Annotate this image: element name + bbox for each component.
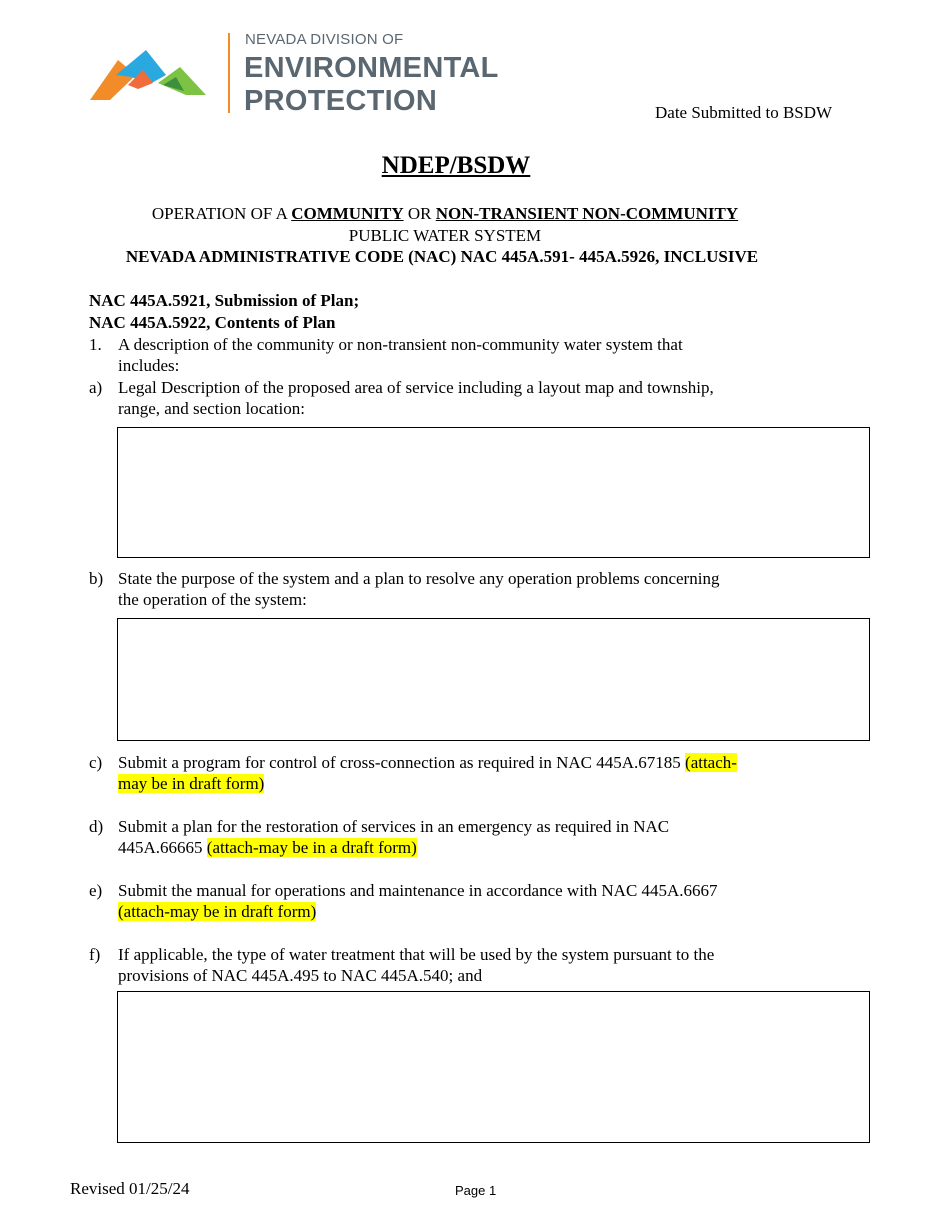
- item-d-line1: Submit a plan for the restoration of services in an emergency as required in NAC: [118, 817, 670, 836]
- operation-line: [0, 204, 890, 224]
- item-f-line2: provisions of NAC 445A.495 to NAC 445A.540; and: [118, 966, 483, 985]
- item-b-text: [118, 568, 838, 610]
- item-b-line1: State the purpose of the system and a plan to resolve any operation problems concerning: [118, 569, 720, 588]
- item-e-line1: Submit the manual for operations and maintenance in accordance with NAC 445A.6667: [118, 881, 718, 900]
- section-heading-2: NAC 445A.5922, Contents of Plan: [89, 313, 336, 332]
- item-a-text: [118, 377, 838, 419]
- item-d-text: [118, 816, 818, 858]
- water-treatment-textbox[interactable]: [117, 991, 870, 1143]
- item-f-label: f): [89, 945, 101, 964]
- item-f-line1: If applicable, the type of water treatment that will be used by the system pursuant to the: [118, 945, 715, 964]
- page-title: NDEP/BSDW: [381, 152, 531, 179]
- logo-line1: NEVADA DIVISION OF: [245, 31, 404, 48]
- item-c-highlight1: (attach-: [685, 753, 737, 772]
- or-text: OR: [403, 204, 436, 223]
- mountain-logo-icon: [88, 45, 213, 110]
- system-purpose-textbox[interactable]: [117, 618, 870, 741]
- legal-description-textbox[interactable]: [117, 427, 870, 558]
- revised-date: Revised 01/25/24: [70, 1179, 190, 1198]
- item-c-label: c): [89, 753, 103, 772]
- page-number: Page 1: [455, 1183, 497, 1198]
- item-c-line1: Submit a program for control of cross-connection as required in NAC 445A.67185: [118, 753, 686, 772]
- item-1-line2: includes:: [118, 356, 180, 375]
- item-e-highlight: (attach-may be in draft form): [118, 902, 317, 921]
- item-1-label: 1.: [89, 335, 102, 354]
- item-a-line2: range, and section location:: [118, 399, 305, 418]
- logo-line2: ENVIRONMENTAL: [244, 52, 499, 84]
- non-transient-text: NON-TRANSIENT NON-COMMUNITY: [435, 204, 739, 223]
- operation-prefix: OPERATION OF A: [151, 204, 292, 223]
- item-a-line1: Legal Description of the proposed area of service including a layout map and township,: [118, 378, 714, 397]
- nac-line: NEVADA ADMINISTRATIVE CODE (NAC) NAC 445A.591- 445A.5926, INCLUSIVE: [125, 247, 759, 266]
- section-heading-1: NAC 445A.5921, Submission of Plan;: [89, 291, 360, 310]
- item-1-line1: A description of the community or non-transient non-community water system that: [118, 335, 683, 354]
- item-b-line2: the operation of the system:: [118, 590, 307, 609]
- item-c-highlight2: may be in draft form): [118, 774, 265, 793]
- item-c-text: [118, 752, 838, 794]
- item-f-text: [118, 944, 838, 986]
- item-e-text: [118, 880, 818, 922]
- date-submitted-label: Date Submitted to BSDW: [655, 103, 833, 122]
- community-text: COMMUNITY: [291, 204, 404, 223]
- item-d-line2: 445A.66665: [118, 838, 207, 857]
- item-1-text: [118, 334, 818, 376]
- item-d-label: d): [89, 817, 104, 836]
- item-e-label: e): [89, 881, 103, 900]
- item-b-label: b): [89, 569, 104, 588]
- logo-divider: [228, 33, 230, 113]
- logo-line3: PROTECTION: [244, 85, 438, 117]
- item-a-label: a): [89, 378, 103, 397]
- item-d-highlight: (attach-may be in a draft form): [206, 838, 417, 857]
- public-water-system-line: PUBLIC WATER SYSTEM: [348, 226, 542, 245]
